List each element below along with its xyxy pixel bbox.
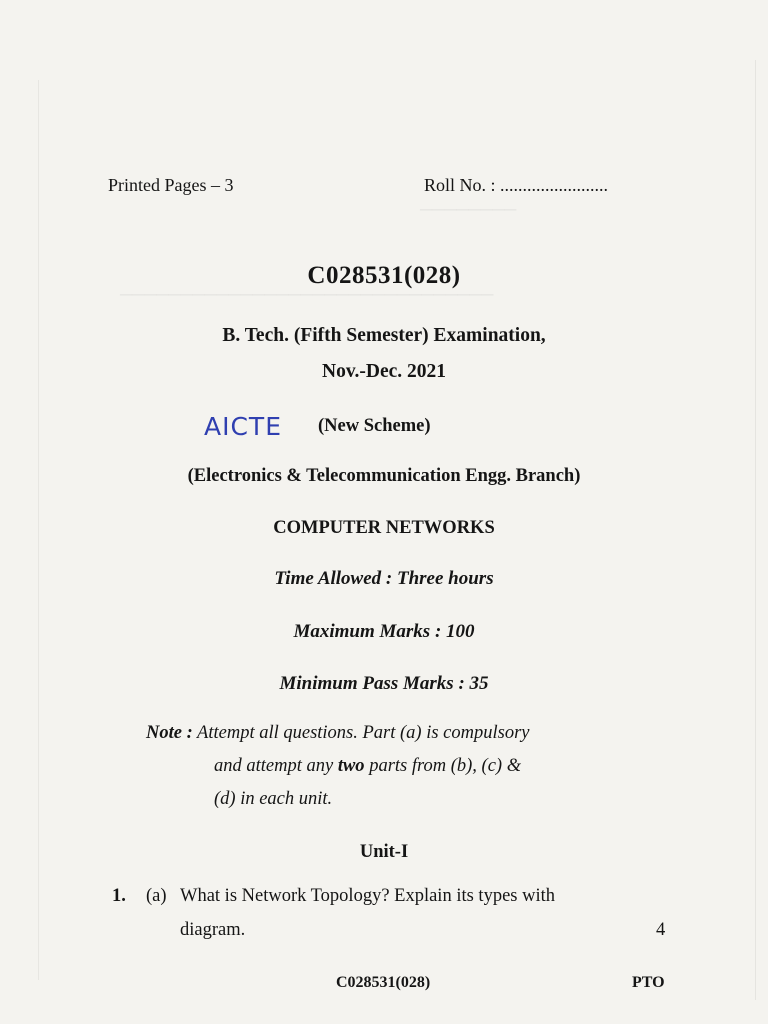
paper-code: C028531(028)	[307, 262, 461, 289]
question-part: (a)	[146, 886, 167, 906]
maximum-marks: Maximum Marks : 100	[293, 621, 475, 642]
exam-title: B. Tech. (Fifth Semester) Examination,	[222, 325, 546, 346]
handwritten-annotation: AICTE	[204, 412, 282, 441]
bleed-through-text: ───────────────────────────────	[120, 285, 494, 304]
branch: (Electronics & Telecommunication Engg. Branch)	[187, 466, 581, 486]
time-allowed: Time Allowed : Three hours	[274, 568, 494, 589]
question-text: What is Network Topology? Explain its types with	[180, 886, 555, 906]
note-text: parts from (b), (c) &	[369, 756, 522, 776]
note-line-3: (d) in each unit.	[214, 789, 333, 809]
note-label: Note :	[146, 723, 193, 743]
bleed-through-text: ────────	[420, 200, 517, 219]
minimum-pass-marks: Minimum Pass Marks : 35	[279, 673, 489, 694]
note-line-2	[214, 756, 521, 777]
note-text: Attempt all questions. Part (a) is compulsory	[197, 723, 530, 743]
exam-session: Nov.-Dec. 2021	[321, 361, 447, 382]
note-text: and attempt any	[214, 756, 334, 776]
note-line-1	[146, 723, 530, 744]
unit-heading: Unit-I	[359, 842, 409, 862]
question-number: 1.	[112, 886, 126, 906]
question-marks: 4	[656, 920, 666, 940]
scheme: (New Scheme)	[318, 416, 431, 436]
question-text-continued: diagram.	[180, 920, 246, 940]
printed-pages: Printed Pages – 3	[108, 175, 234, 195]
note-emphasis: two	[337, 756, 365, 776]
footer-pto: PTO	[632, 974, 665, 991]
subject-title: COMPUTER NETWORKS	[273, 518, 495, 538]
footer-code: C028531(028)	[336, 974, 431, 991]
roll-number: Roll No. : ........................	[424, 175, 609, 195]
